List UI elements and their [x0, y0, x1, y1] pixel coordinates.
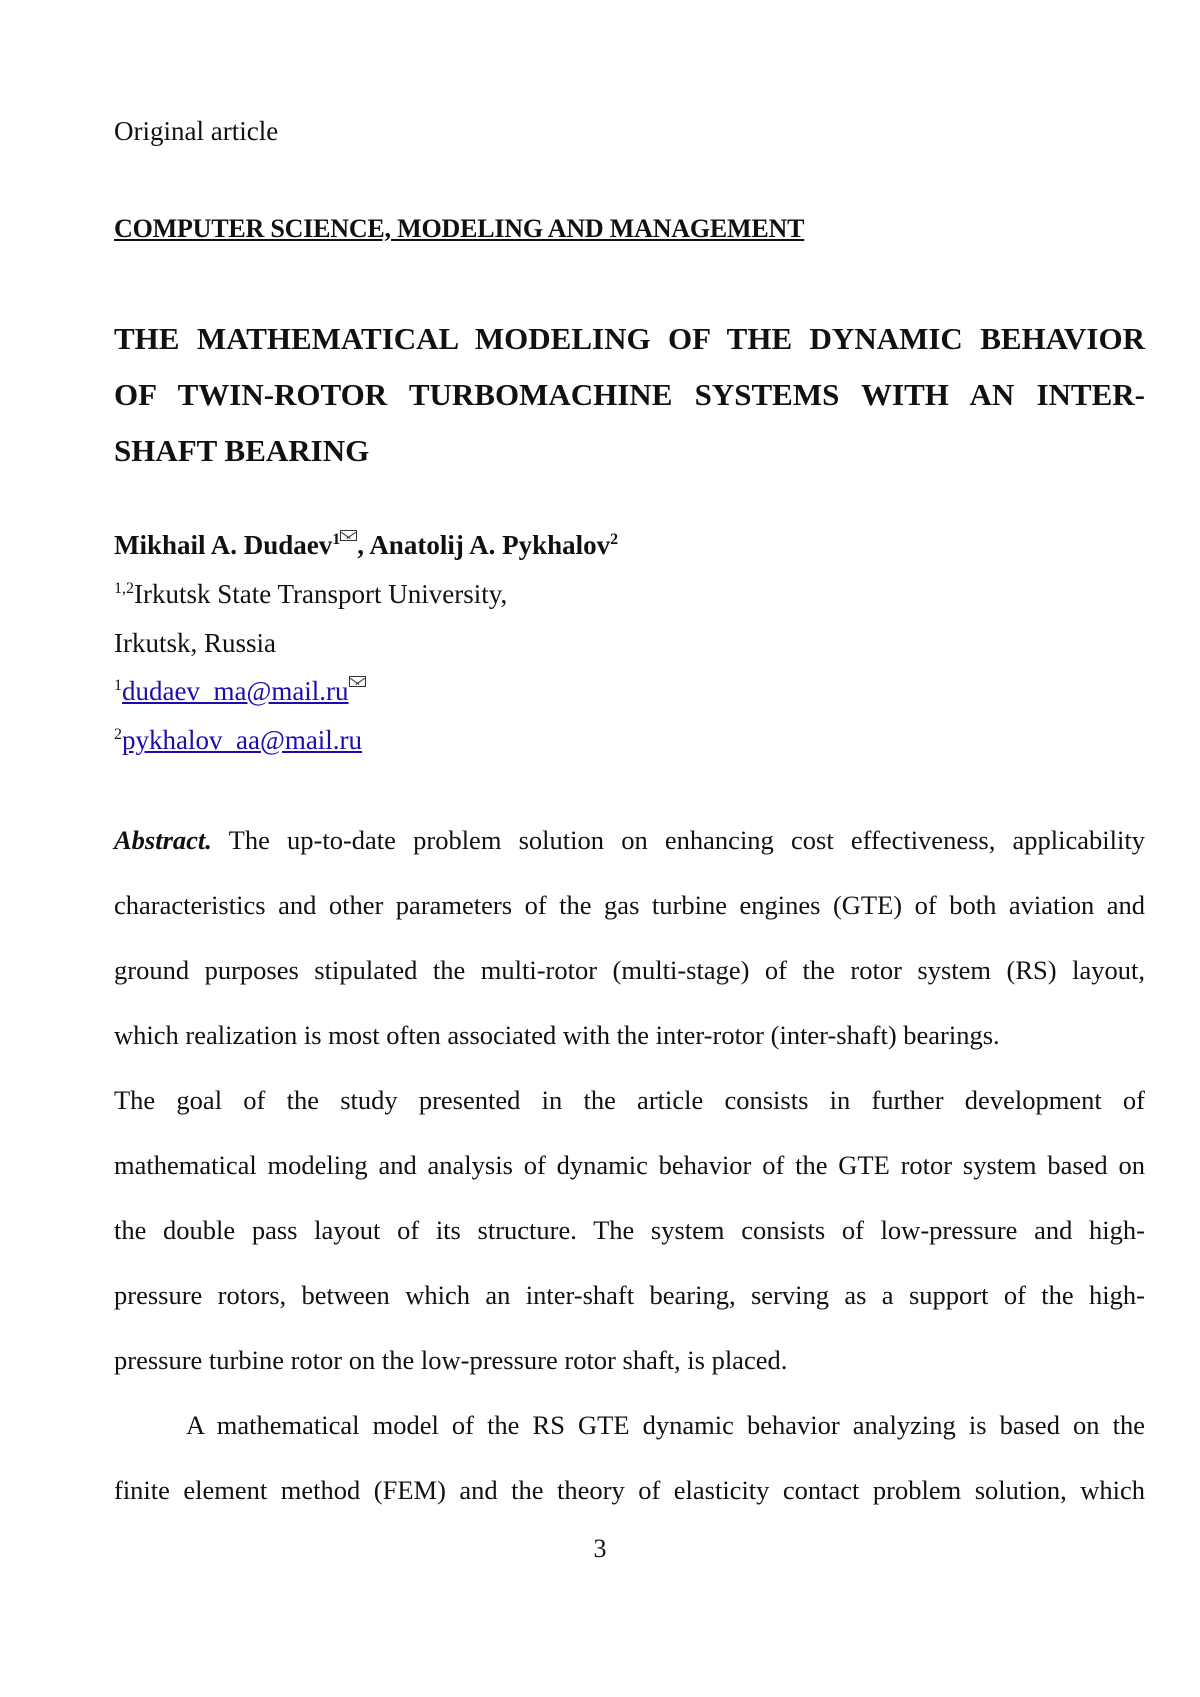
text-line — [114, 808, 1145, 873]
email-superscript: 2 — [114, 726, 122, 743]
abstract-paragraph-2 — [114, 1068, 1145, 1393]
text-line: mathematical modeling and analysis of dynamic behavior of the GTE rotor system based on — [114, 1150, 1145, 1180]
author-name: Mikhail A. Dudaev — [114, 530, 333, 560]
author-superscript: 1 — [332, 531, 341, 548]
abstract-paragraph-3 — [114, 1393, 1145, 1523]
author-name: Anatolij A. Pykhalov — [369, 530, 611, 560]
text-line: characteristics and other parameters of the gas turbine engines (GTE) of both aviation and — [114, 890, 1145, 920]
envelope-icon — [349, 676, 366, 687]
text-line-content: The up-to-date problem solution on enhancing cost effectiveness, applicability — [211, 825, 1145, 855]
authors — [114, 528, 618, 562]
envelope-icon — [340, 530, 357, 541]
title-line: OF TWIN-ROTOR TURBOMACHINE SYSTEMS WITH AN INTER- — [114, 377, 1145, 412]
page-number: 3 — [593, 1534, 607, 1563]
email-line-1 — [114, 674, 366, 708]
text-line: A mathematical model of the RS GTE dynamic behavior analyzing is based on the — [186, 1410, 1145, 1440]
text-line: The goal of the study presented in the article consists in further development of — [114, 1085, 1145, 1115]
email-line-2 — [114, 723, 362, 757]
email-link-pykhalov[interactable]: pykhalov_aa@mail.ru — [122, 725, 363, 755]
article-type: Original article — [114, 116, 279, 146]
text-line: finite element method (FEM) and the theory of elasticity contact problem solution, which — [114, 1475, 1145, 1505]
affiliation-superscript: 1,2 — [114, 580, 134, 597]
author-superscript: 2 — [610, 531, 619, 548]
text-line: pressure rotors, between which an inter-shaft bearing, serving as a support of the high- — [114, 1280, 1145, 1310]
abstract-paragraph-1 — [114, 808, 1145, 1068]
author-separator: , — [357, 530, 370, 560]
affiliation-institution — [114, 577, 507, 611]
institution-name: Irkutsk State Transport University, — [134, 579, 508, 609]
title-line: THE MATHEMATICAL MODELING OF THE DYNAMIC BEHAVIOR — [114, 321, 1145, 356]
abstract-label: Abstract. — [114, 825, 212, 855]
text-line: which realization is most often associated with the inter-rotor (inter-shaft) bearings. — [114, 1020, 1000, 1050]
article-title — [114, 311, 1145, 479]
text-line: pressure turbine rotor on the low-pressure rotor shaft, is placed. — [114, 1345, 788, 1375]
email-link-dudaev[interactable]: dudaev_ma@mail.ru — [122, 676, 349, 706]
section-heading: COMPUTER SCIENCE, MODELING AND MANAGEMENT — [114, 214, 805, 243]
affiliation-city: Irkutsk, Russia — [114, 628, 276, 658]
email-superscript: 1 — [114, 677, 122, 694]
text-line: the double pass layout of its structure. The system consists of low-pressure and high- — [114, 1215, 1145, 1245]
text-line: ground purposes stipulated the multi-rotor (multi-stage) of the rotor system (RS) layout, — [114, 955, 1145, 985]
title-line: SHAFT BEARING — [114, 433, 370, 468]
